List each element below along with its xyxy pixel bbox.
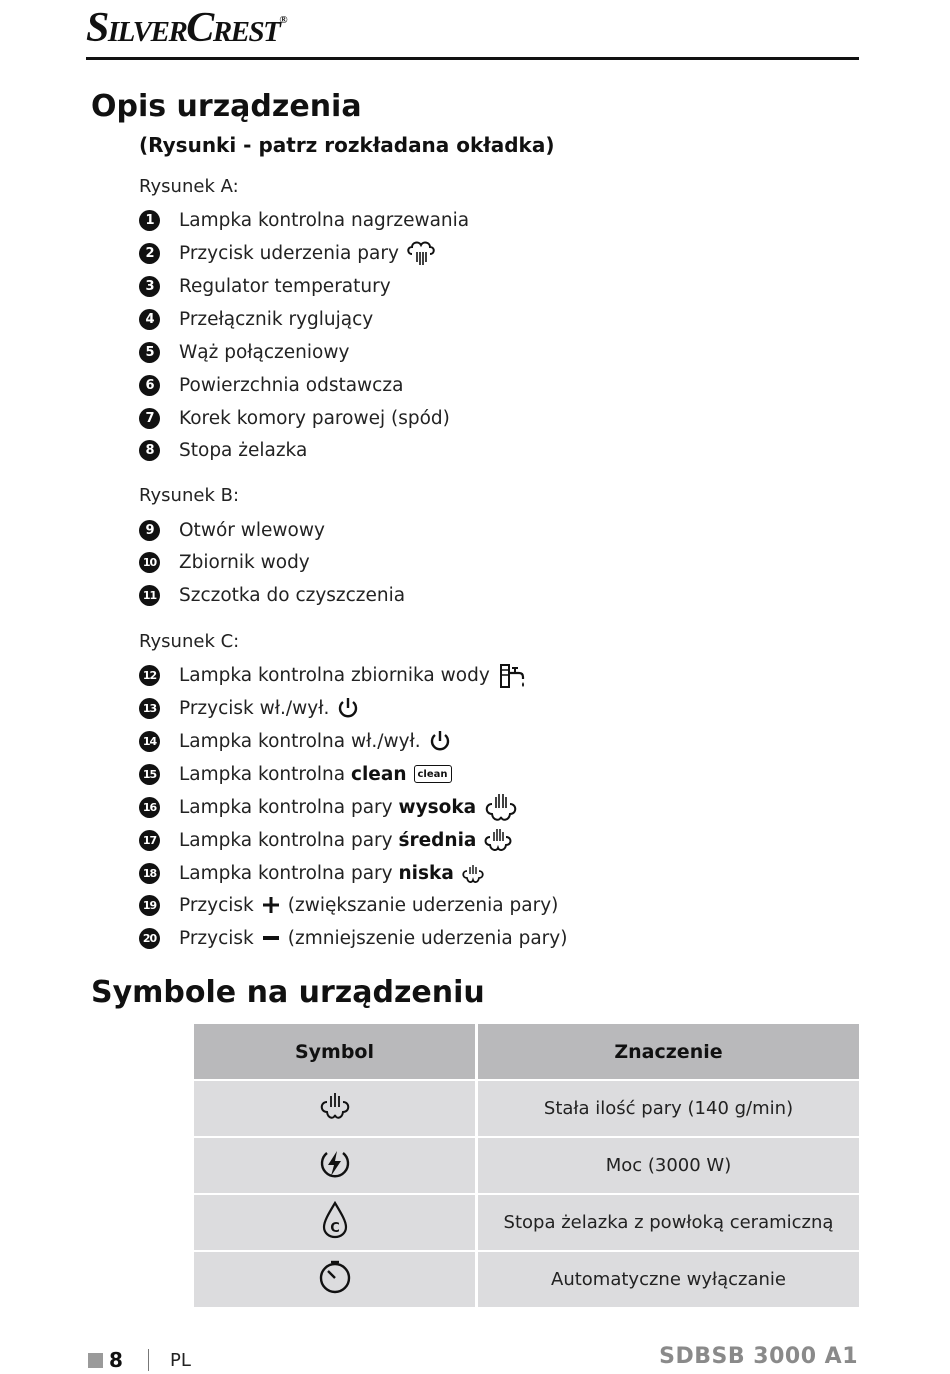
table-row <box>194 1252 859 1309</box>
list-item <box>139 240 436 266</box>
item-label-prefix: Przycisk <box>179 894 254 916</box>
column-header-meaning: Znaczenie <box>478 1024 859 1081</box>
item-label: Regulator temperatury <box>179 275 391 297</box>
symbols-table <box>194 1024 859 1309</box>
steam-medium-icon <box>483 827 513 853</box>
page-number: 8 <box>109 1348 123 1372</box>
symbol-cell <box>194 1252 478 1309</box>
item-label: (zwiększanie uderzenia pary) <box>287 894 559 916</box>
item-number: 6 <box>139 375 160 396</box>
item-number: 20 <box>139 928 160 949</box>
list-item <box>139 662 527 688</box>
item-number: 15 <box>139 764 160 785</box>
item-label-bold: wysoka <box>398 796 477 818</box>
item-number: 14 <box>139 731 160 752</box>
steam-high-icon <box>483 792 519 822</box>
item-number: 17 <box>139 830 160 851</box>
list-item <box>139 372 403 398</box>
item-number: 4 <box>139 309 160 330</box>
meaning-cell: Stała ilość pary (140 g/min) <box>478 1081 859 1138</box>
item-number: 18 <box>139 863 160 884</box>
item-number: 1 <box>139 210 160 231</box>
brand-logo <box>86 4 288 52</box>
model-number: SDBSB 3000 A1 <box>659 1344 858 1369</box>
item-label: Lampka kontrolna pary <box>179 829 393 851</box>
item-number: 12 <box>139 665 160 686</box>
item-label: Stopa żelazka <box>179 439 308 461</box>
item-label: Otwór wlewowy <box>179 519 325 541</box>
list-item <box>139 827 513 853</box>
item-number: 8 <box>139 440 160 461</box>
item-label: (zmniejszenie uderzenia pary) <box>287 927 568 949</box>
item-number: 16 <box>139 797 160 818</box>
item-label: Lampka kontrolna wł./wył. <box>179 730 421 752</box>
list-item <box>139 728 452 754</box>
list-item <box>139 925 567 951</box>
list-item <box>139 582 405 608</box>
figure-a-label: Rysunek A: <box>139 176 239 197</box>
item-label: Lampka kontrolna pary <box>179 796 393 818</box>
item-label: Powierzchnia odstawcza <box>179 374 404 396</box>
item-label: Przełącznik ryglujący <box>179 308 374 330</box>
section-title-description: Opis urządzenia <box>91 89 362 124</box>
list-item <box>139 860 485 886</box>
minus-icon <box>261 928 281 948</box>
item-number: 7 <box>139 408 160 429</box>
clean-badge-icon: clean <box>414 765 452 783</box>
figure-c-label: Rysunek C: <box>139 631 240 652</box>
figure-b-label: Rysunek B: <box>139 485 240 506</box>
item-label-bold: clean <box>350 763 407 785</box>
list-item <box>139 517 325 543</box>
table-header-row <box>194 1024 859 1081</box>
symbol-cell <box>194 1195 478 1252</box>
section-subtitle: (Rysunki - patrz rozkładana okładka) <box>139 133 555 157</box>
item-label: Przycisk uderzenia pary <box>179 242 399 264</box>
power-icon <box>428 729 452 753</box>
water-tap-icon <box>497 661 527 689</box>
item-label-bold: średnia <box>398 829 477 851</box>
footer-square <box>88 1353 103 1368</box>
item-label: Lampka kontrolna pary <box>179 862 393 884</box>
plus-icon <box>261 895 281 915</box>
list-item <box>139 549 310 575</box>
language-code: PL <box>170 1350 191 1371</box>
power-icon <box>336 696 360 720</box>
meaning-cell: Stopa żelazka z powłoką ceramiczną <box>478 1195 859 1252</box>
power-lightning-icon <box>317 1145 353 1181</box>
list-item <box>139 306 373 332</box>
table-row <box>194 1081 859 1138</box>
meaning-cell: Moc (3000 W) <box>478 1138 859 1195</box>
list-item <box>139 695 360 721</box>
item-label: Szczotka do czyszczenia <box>179 584 406 606</box>
symbol-cell <box>194 1081 478 1138</box>
item-number: 11 <box>139 585 160 606</box>
item-label: Korek komory parowej (spód) <box>179 407 450 429</box>
registered-mark: ® <box>279 14 288 26</box>
list-item <box>139 339 349 365</box>
item-label: Lampka kontrolna <box>179 763 346 785</box>
item-label: Zbiornik wody <box>179 551 310 573</box>
svg-text:C: C <box>329 1221 340 1236</box>
item-number: 2 <box>139 243 160 264</box>
list-item <box>139 273 391 299</box>
auto-off-timer-icon <box>317 1259 353 1295</box>
table-row <box>194 1138 859 1195</box>
header-rule <box>86 57 859 60</box>
column-header-symbol: Symbol <box>194 1024 478 1081</box>
item-label-bold: niska <box>398 862 454 884</box>
item-label: Przycisk wł./wył. <box>179 697 330 719</box>
steam-constant-icon <box>317 1090 353 1122</box>
meaning-cell: Automatyczne wyłączanie <box>478 1252 859 1309</box>
item-number: 13 <box>139 698 160 719</box>
footer-divider <box>148 1349 149 1371</box>
list-item <box>139 794 519 820</box>
steam-low-icon <box>461 862 485 884</box>
symbol-cell <box>194 1138 478 1195</box>
table-row <box>194 1195 859 1252</box>
item-label: Wąż połączeniowy <box>179 341 350 363</box>
item-label-prefix: Przycisk <box>179 927 254 949</box>
ceramic-soleplate-icon <box>320 1201 350 1239</box>
section-title-symbols: Symbole na urządzeniu <box>91 975 485 1010</box>
list-item <box>139 761 452 787</box>
item-label: Lampka kontrolna zbiornika wody <box>179 664 490 686</box>
item-label: Lampka kontrolna nagrzewania <box>179 209 470 231</box>
list-item <box>139 207 469 233</box>
list-item <box>139 892 558 918</box>
brand-name: SilverCrest <box>86 5 280 51</box>
item-number: 5 <box>139 342 160 363</box>
item-number: 19 <box>139 895 160 916</box>
item-number: 9 <box>139 520 160 541</box>
list-item <box>139 437 307 463</box>
item-number: 3 <box>139 276 160 297</box>
steam-burst-icon <box>406 240 436 266</box>
list-item <box>139 405 450 431</box>
item-number: 10 <box>139 552 160 573</box>
